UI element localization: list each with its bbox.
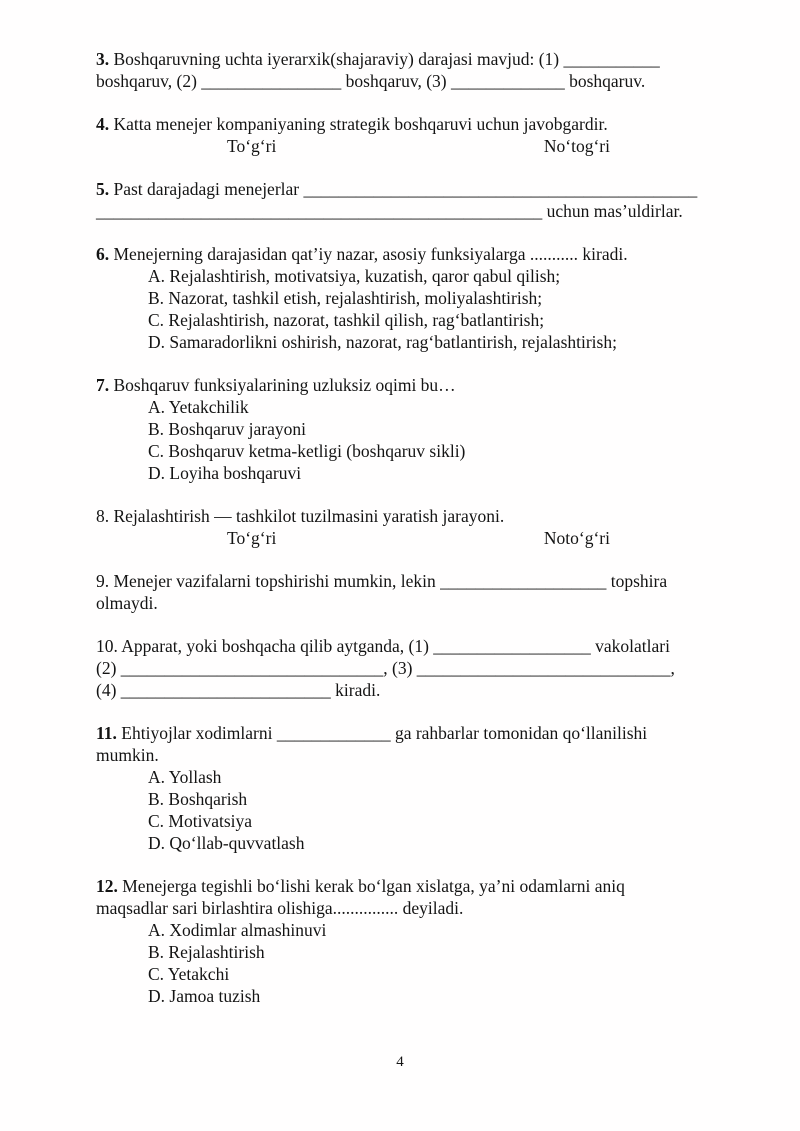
question-line: boshqaruv, (2) ________________ boshqaruv, (3) _____________ boshqaruv. (96, 71, 646, 91)
answer-choice: D. Samaradorlikni oshirish, nazorat, rag‘batlantirish, rejalashtirish; (148, 332, 617, 352)
question-line (96, 178, 714, 200)
question-number: 7. (96, 375, 110, 395)
question-line (96, 243, 714, 265)
question-line (96, 722, 714, 744)
answer-choice: C. Motivatsiya (148, 811, 253, 831)
true-option: To‘g‘ri (227, 528, 277, 548)
question-text: Past darajadagi menejerlar _____________________________________________ (113, 179, 698, 199)
question-text: Apparat, yoki boshqacha qilib aytganda, (1) __________________ vakolatlari (121, 636, 670, 656)
question-3 (96, 48, 714, 92)
question-11 (96, 722, 714, 854)
answer-choice: A. Xodimlar almashinuvi (148, 920, 327, 940)
question-5 (96, 178, 714, 222)
answer-choice: D. Jamoa tuzish (148, 986, 261, 1006)
true-false-row (96, 135, 714, 157)
question-line: ___________________________________________________ uchun mas’uldirlar. (96, 201, 683, 221)
question-number: 4. (96, 114, 110, 134)
question-10 (96, 635, 714, 701)
answer-choice: A. Rejalashtirish, motivatsiya, kuzatish, qaror qabul qilish; (148, 266, 561, 286)
question-number: 11. (96, 723, 117, 743)
question-7 (96, 374, 714, 484)
question-line (96, 875, 714, 897)
answer-choice: D. Loyiha boshqaruvi (148, 463, 302, 483)
question-9 (96, 570, 714, 614)
true-option: To‘g‘ri (227, 136, 277, 156)
question-text: Katta menejer kompaniyaning strategik boshqaruvi uchun javobgardir. (113, 114, 608, 134)
question-line: (4) ________________________ kiradi. (96, 680, 381, 700)
answer-choice: B. Boshqaruv jarayoni (148, 419, 306, 439)
answer-choice: D. Qo‘llab-quvvatlash (148, 833, 305, 853)
question-text: Menejer vazifalarni topshirishi mumkin, lekin ___________________ topshira (113, 571, 668, 591)
answer-choice: C. Rejalashtirish, nazorat, tashkil qilish, rag‘batlantirish; (148, 310, 545, 330)
question-line: mumkin. (96, 745, 159, 765)
false-option: Noto‘g‘ri (543, 528, 610, 548)
question-number: 8. (96, 506, 110, 526)
answer-choice: B. Nazorat, tashkil etish, rejalashtirish, moliyalashtirish; (148, 288, 543, 308)
answer-choice: B. Rejalashtirish (148, 942, 265, 962)
question-text: Ehtiyojlar xodimlarni _____________ ga rahbarlar tomonidan qo‘llanilishi (121, 723, 648, 743)
answer-choice: C. Boshqaruv ketma-ketligi (boshqaruv sikli) (148, 441, 466, 461)
answer-choice: A. Yollash (148, 767, 222, 787)
question-line (96, 570, 714, 592)
question-line: (2) ______________________________, (3) _____________________________, (96, 658, 675, 678)
question-line (96, 113, 714, 135)
question-number: 6. (96, 244, 110, 264)
question-text: Boshqaruv funksiyalarining uzluksiz oqimi bu… (113, 375, 456, 395)
question-line: maqsadlar sari birlashtira olishiga............... deyiladi. (96, 898, 464, 918)
question-number: 12. (96, 876, 118, 896)
question-line (96, 48, 714, 70)
question-8 (96, 505, 714, 549)
question-number: 3. (96, 49, 110, 69)
page-number: 4 (396, 1054, 404, 1070)
true-false-row (96, 527, 714, 549)
answer-choice: A. Yetakchilik (148, 397, 249, 417)
answer-choice: C. Yetakchi (148, 964, 230, 984)
answer-choice: B. Boshqarish (148, 789, 248, 809)
question-4 (96, 113, 714, 157)
question-text: Menejerning darajasidan qat’iy nazar, asosiy funksiyalarga ........... kiradi. (113, 244, 628, 264)
question-12 (96, 875, 714, 1007)
question-line (96, 635, 714, 657)
question-line (96, 505, 714, 527)
question-line (96, 374, 714, 396)
question-text: Boshqaruvning uchta iyerarxik(shajaraviy) darajasi mavjud: (1) ___________ (113, 49, 660, 69)
false-option: No‘tog‘ri (543, 136, 610, 156)
question-line: olmaydi. (96, 593, 158, 613)
question-number: 10. (96, 636, 118, 656)
document-body (96, 48, 714, 1028)
question-6 (96, 243, 714, 353)
questions (96, 48, 714, 1007)
question-text: Menejerga tegishli bo‘lishi kerak bo‘lgan xislatga, ya’ni odamlarni aniq (122, 876, 625, 896)
question-number: 9. (96, 571, 110, 591)
question-text: Rejalashtirish — tashkilot tuzilmasini yaratish jarayoni. (113, 506, 505, 526)
question-number: 5. (96, 179, 110, 199)
